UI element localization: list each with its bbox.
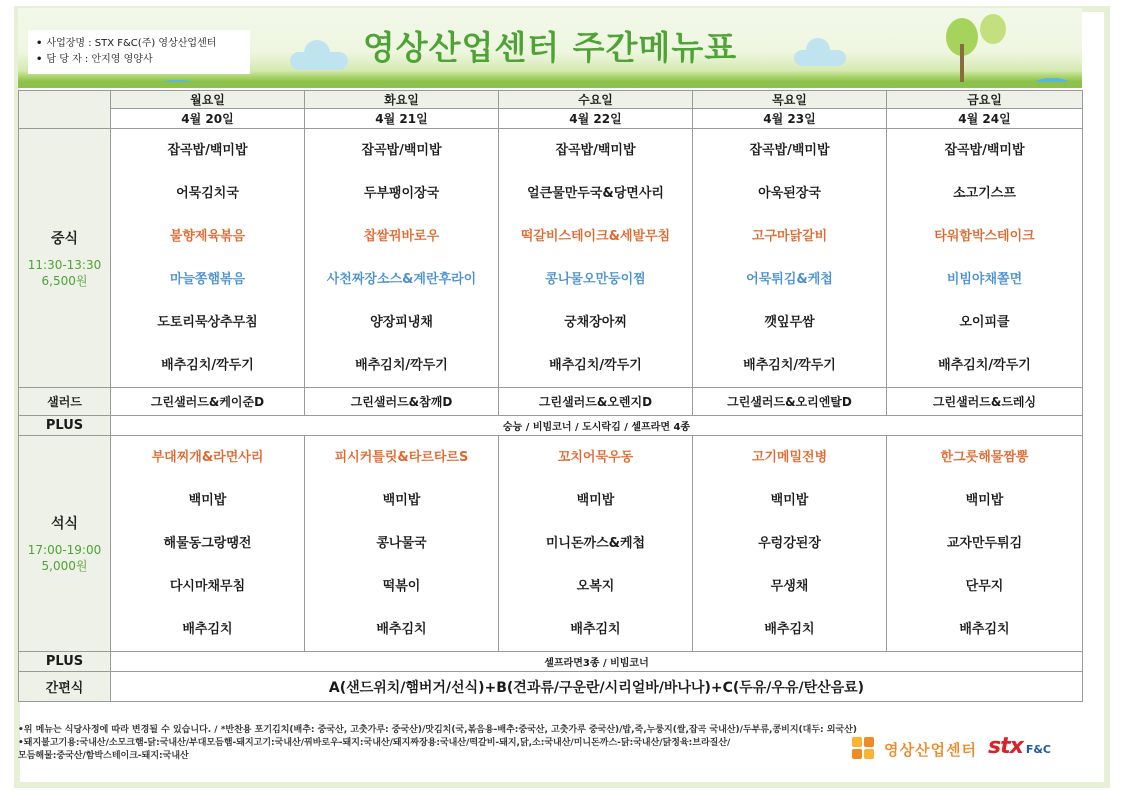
lunch-cell <box>693 129 887 388</box>
snack-row <box>19 672 1083 702</box>
date-header: 4월 23일 <box>693 109 887 129</box>
footnote <box>18 724 978 763</box>
lunch-menu-item: 잡곡밥/백미밥 <box>944 143 1025 158</box>
lunch-menu-item: 궁채장아찌 <box>564 315 627 330</box>
dinner-menu-item: 떡볶이 <box>382 579 421 594</box>
lunch-label: 중식 <box>50 230 79 247</box>
lunch-menu-item: 아욱된장국 <box>758 186 821 201</box>
dinner-menu-item: 배추김치 <box>376 622 427 637</box>
dinner-plus-text: 셀프라면3종 / 비빔코너 <box>111 652 1083 672</box>
lunch-menu-item: 타워함박스테이크 <box>934 229 1035 244</box>
day-header: 목요일 <box>693 91 887 109</box>
dinner-price: 5,000원 <box>41 559 88 573</box>
lunch-menu-item: 배추김치/깍두기 <box>549 358 642 373</box>
footnote-line: •위 메뉴는 식당사정에 따라 변경될 수 있습니다. / *반찬용 포기김치(배추: 중국산, 고춧가루: 중국산)/맛김치(국,볶음용-배추:중국산, 고춧가루 중국산)/밥,죽,누룽지(쌀,잡곡 국내산)/두부류,콩비지(대두: 외국산) <box>18 725 857 735</box>
footnote-line: •돼지불고기용:국내산/소모크햄-닭:국내산/부대모듬햄-돼지고기:국내산/꿔바로우-돼지:국내산/돼지짜장용:국내산/떡갈비-돼지,닭,소:국내산/미니돈까스-닭:국내산/닭정육:브라질산/ <box>18 738 731 748</box>
dinner-menu-item: 배추김치 <box>182 622 233 637</box>
dinner-menu-item: 피시커틀릿&타르타르S <box>334 450 469 465</box>
salad-item: 그린샐러드&케이준D <box>111 388 305 416</box>
footnote-line: 모듬해물:중국산/함박스테이크-돼지:국내산 <box>18 751 189 761</box>
lunch-menu-item: 두부팽이장국 <box>363 186 440 201</box>
center-logo <box>852 736 977 762</box>
dinner-plus-label: PLUS <box>19 652 111 672</box>
date-header: 4월 22일 <box>499 109 693 129</box>
dinner-time: 17:00-19:00 <box>27 543 102 557</box>
lunch-menu-item: 오이피클 <box>959 315 1010 330</box>
snack-label: 간편식 <box>19 672 111 702</box>
lunch-menu-item: 배추김치/깍두기 <box>938 358 1031 373</box>
dinner-cell <box>887 436 1083 652</box>
date-header: 4월 24일 <box>887 109 1083 129</box>
lunch-plus-label: PLUS <box>19 416 111 436</box>
dinner-cell <box>111 436 305 652</box>
dinner-menu-item: 배추김치 <box>959 622 1010 637</box>
day-header: 금요일 <box>887 91 1083 109</box>
salad-item: 그린샐러드&참깨D <box>305 388 499 416</box>
dinner-menu-item: 배추김치 <box>764 622 815 637</box>
lunch-menu-item: 떡갈비스테이크&세발무침 <box>520 229 671 244</box>
lunch-menu-item: 불향제육볶음 <box>169 229 246 244</box>
dinner-menu-item: 백미밥 <box>965 493 1004 508</box>
day-header-row <box>19 91 1083 109</box>
lunch-menu-item: 잡곡밥/백미밥 <box>749 143 830 158</box>
info-line-business: • 사업장명 : STX F&C(주) 영상산업센터 <box>36 38 217 49</box>
day-header: 수요일 <box>499 91 693 109</box>
lunch-menu-item: 소고기스프 <box>953 186 1016 201</box>
dinner-menu-item: 부대찌개&라면사리 <box>151 450 264 465</box>
lunch-menu-item: 비빔야채쫄면 <box>946 272 1023 287</box>
lunch-menu-item: 고구마닭갈비 <box>751 229 828 244</box>
lunch-cell <box>499 129 693 388</box>
lunch-menu-item: 배추김치/깍두기 <box>743 358 836 373</box>
dinner-menu-item: 미니돈까스&케첩 <box>545 536 646 551</box>
lunch-menu-item: 사천짜장소스&계란후라이 <box>326 272 477 287</box>
dinner-menu-item: 해물동그랑땡전 <box>163 536 252 551</box>
info-line-manager: • 담 당 자 : 안지영 영양사 <box>36 54 153 65</box>
page-title: 영상산업센터 주간메뉴표 <box>362 28 738 67</box>
salad-row <box>19 388 1083 416</box>
date-header-row <box>19 109 1083 129</box>
salad-label: 샐러드 <box>19 388 111 416</box>
dinner-menu-item: 백미밥 <box>382 493 421 508</box>
lunch-cell <box>111 129 305 388</box>
tree-trunk-decoration <box>960 44 964 84</box>
lunch-menu-item: 찹쌀꿔바로우 <box>363 229 440 244</box>
stx-logo <box>988 734 1051 759</box>
salad-item: 그린샐러드&드레싱 <box>887 388 1083 416</box>
fc-logo-text: F&C <box>1025 743 1051 756</box>
lunch-cell <box>887 129 1083 388</box>
center-logo-text: 영상산업센터 <box>884 740 977 759</box>
cloud-decoration <box>290 52 348 70</box>
lunch-menu-item: 배추김치/깍두기 <box>161 358 254 373</box>
dinner-menu-item: 다시마채무침 <box>169 579 246 594</box>
tree-decoration <box>980 14 1006 44</box>
dinner-menu-item: 백미밥 <box>188 493 227 508</box>
dinner-menu-item: 고기메밀전병 <box>751 450 828 465</box>
stx-logo-text: stx <box>988 734 1023 759</box>
day-header: 화요일 <box>305 91 499 109</box>
dinner-menu-item: 한그릇해물짬뽕 <box>940 450 1029 465</box>
dinner-menu-item: 백미밥 <box>576 493 615 508</box>
dinner-cell <box>693 436 887 652</box>
dinner-cell <box>305 436 499 652</box>
lunch-plus-row <box>19 416 1083 436</box>
dinner-menu-item: 교자만두튀김 <box>946 536 1023 551</box>
lunch-menu-item: 잡곡밥/백미밥 <box>167 143 248 158</box>
cloud-decoration <box>794 50 846 66</box>
lunch-menu-item: 어묵김치국 <box>176 186 239 201</box>
lunch-menu-item: 잡곡밥/백미밥 <box>361 143 442 158</box>
lunch-row <box>19 129 1083 388</box>
lunch-time: 11:30-13:30 <box>27 257 102 272</box>
date-header: 4월 21일 <box>305 109 499 129</box>
dinner-menu-item: 콩나물국 <box>376 536 427 551</box>
header-banner <box>18 8 1082 88</box>
grass-strip <box>18 82 1082 88</box>
corner-cell <box>19 91 111 129</box>
dinner-row <box>19 436 1083 652</box>
lunch-menu-item: 양장피냉채 <box>370 315 433 330</box>
dinner-label: 석식 <box>50 516 79 532</box>
dinner-menu-item: 백미밥 <box>770 493 809 508</box>
salad-item: 그린샐러드&오렌지D <box>499 388 693 416</box>
dinner-menu-item: 우렁강된장 <box>758 536 821 551</box>
lunch-menu-item: 마늘쫑햄볶음 <box>169 272 246 287</box>
lunch-menu-item: 콩나물오만둥이찜 <box>545 272 646 287</box>
lunch-menu-item: 얼큰물만두국&당면사리 <box>527 186 664 201</box>
salad-item: 그린샐러드&오리엔탈D <box>693 388 887 416</box>
lunch-price: 6,500원 <box>41 273 88 288</box>
lunch-menu-item: 어묵튀김&케첩 <box>746 272 833 287</box>
dinner-menu-item: 무생채 <box>770 579 809 594</box>
lunch-menu-item: 배추김치/깍두기 <box>355 358 448 373</box>
dinner-label-cell <box>19 436 111 652</box>
lunch-menu-item: 깻잎무쌈 <box>764 315 815 330</box>
weekly-menu-table <box>18 90 1083 702</box>
lunch-cell <box>305 129 499 388</box>
lunch-plus-text: 숭늉 / 비빔코너 / 도시락김 / 셀프라면 4종 <box>111 416 1083 436</box>
day-header: 월요일 <box>111 91 305 109</box>
dinner-menu-item: 단무지 <box>965 579 1004 594</box>
center-logo-icon <box>852 737 876 761</box>
lunch-menu-item: 도토리묵상추무침 <box>157 315 258 330</box>
date-header: 4월 20일 <box>111 109 305 129</box>
dinner-menu-item: 배추김치 <box>570 622 621 637</box>
snack-text: A(샌드위치/햄버거/선식)+B(견과류/구운란/시리얼바/바나나)+C(두유/우유/탄산음료) <box>111 672 1083 702</box>
lunch-label-cell <box>19 129 111 388</box>
dinner-plus-row <box>19 652 1083 672</box>
lunch-menu-item: 잡곡밥/백미밥 <box>555 143 636 158</box>
dinner-menu-item: 꼬치어묵우동 <box>557 450 634 465</box>
dinner-menu-item: 오복지 <box>576 579 615 594</box>
dinner-cell <box>499 436 693 652</box>
